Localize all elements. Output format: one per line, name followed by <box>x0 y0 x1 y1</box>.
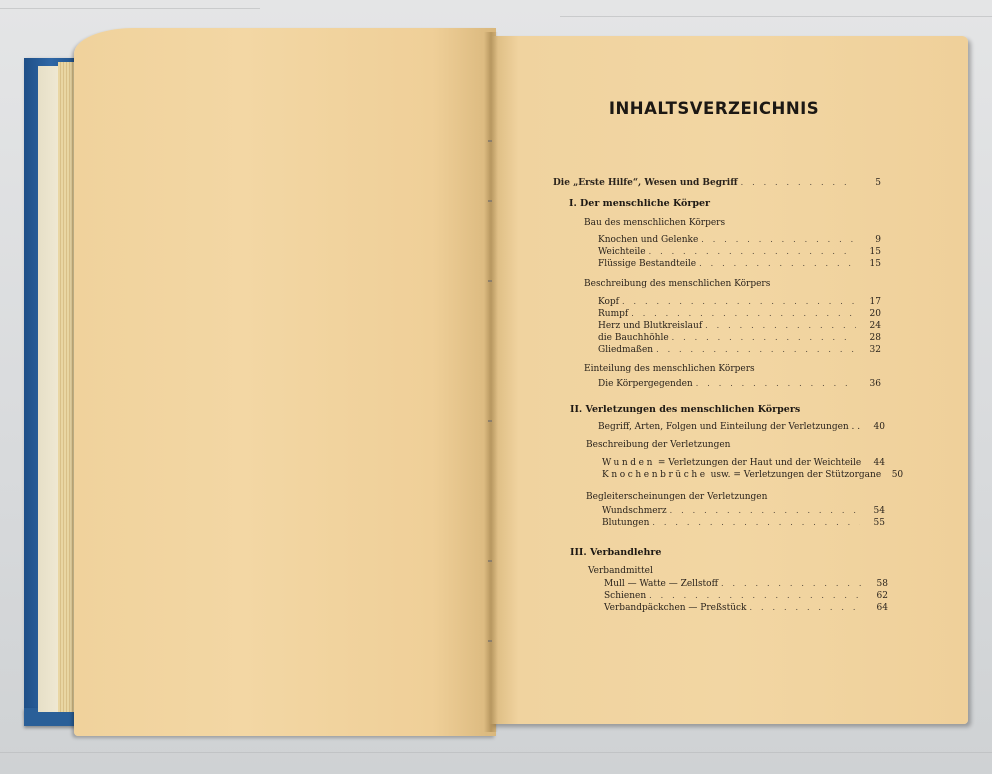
toc-entry: Blutungen . . . 55 <box>602 518 885 528</box>
subsection-heading: Bau des menschlichen Körpers <box>584 218 726 228</box>
section-heading: I. Der menschliche Körper <box>569 198 711 209</box>
binding-stitch <box>488 560 492 562</box>
toc-entry: Rumpf . . . 20 <box>598 309 881 319</box>
left-page-blank <box>74 28 496 736</box>
toc-entry: Flüssige Bestandteile . . . 15 <box>598 259 881 269</box>
book-gutter <box>484 32 498 732</box>
binding-stitch <box>488 200 492 202</box>
subsection-heading: Verbandmittel <box>588 566 653 576</box>
binding-stitch <box>488 140 492 142</box>
subsection-heading: Beschreibung der Verletzungen <box>586 440 731 450</box>
table-seam <box>560 16 992 17</box>
binding-stitch <box>488 420 492 422</box>
toc-entry: Die „Erste Hilfe“, Wesen und Begriff . . . 5 <box>553 178 881 188</box>
toc-entry: Weichteile . . . 15 <box>598 247 881 257</box>
subsection-heading: Einteilung des menschlichen Körpers <box>584 364 755 374</box>
toc-entry: Knochenbrüche usw. = Verletzungen der Stützorgane 50 <box>602 470 904 480</box>
toc-entry: Mull — Watte — Zellstoff . . . 58 <box>604 579 888 589</box>
subsection-heading: Beschreibung des menschlichen Körpers <box>584 279 771 289</box>
table-seam <box>0 752 992 753</box>
table-seam <box>0 8 260 9</box>
toc-entry: Die Körpergegenden . . . 36 <box>598 379 881 389</box>
toc-title: INHALTSVERZEICHNIS <box>608 99 820 118</box>
toc-entry: Schienen . . . 62 <box>604 591 888 601</box>
toc-entry: die Bauchhöhle . . . 28 <box>598 333 881 343</box>
toc-entry: Wundschmerz . . . 54 <box>602 506 885 516</box>
toc-entry: Herz und Blutkreislauf . . . 24 <box>598 321 881 331</box>
section-heading: III. Verbandlehre <box>570 547 662 558</box>
section-heading: II. Verletzungen des menschlichen Körpers <box>570 404 801 415</box>
toc-entry: Verbandpäckchen — Preßstück . . . 64 <box>604 603 888 613</box>
subsection-heading: Begleiterscheinungen der Verletzungen <box>586 492 768 502</box>
binding-stitch <box>488 280 492 282</box>
toc-entry: Begriff, Arten, Folgen und Einteilung der Verletzungen . . 40 <box>598 422 885 432</box>
binding-stitch <box>488 640 492 642</box>
toc-entry: Knochen und Gelenke . . . 9 <box>598 235 881 245</box>
toc-entry: Kopf . . . 17 <box>598 297 881 307</box>
toc-entry: Gliedmaßen . . . 32 <box>598 345 881 355</box>
toc-entry: Wunden = Verletzungen der Haut und der Weichteile 44 <box>602 458 885 468</box>
